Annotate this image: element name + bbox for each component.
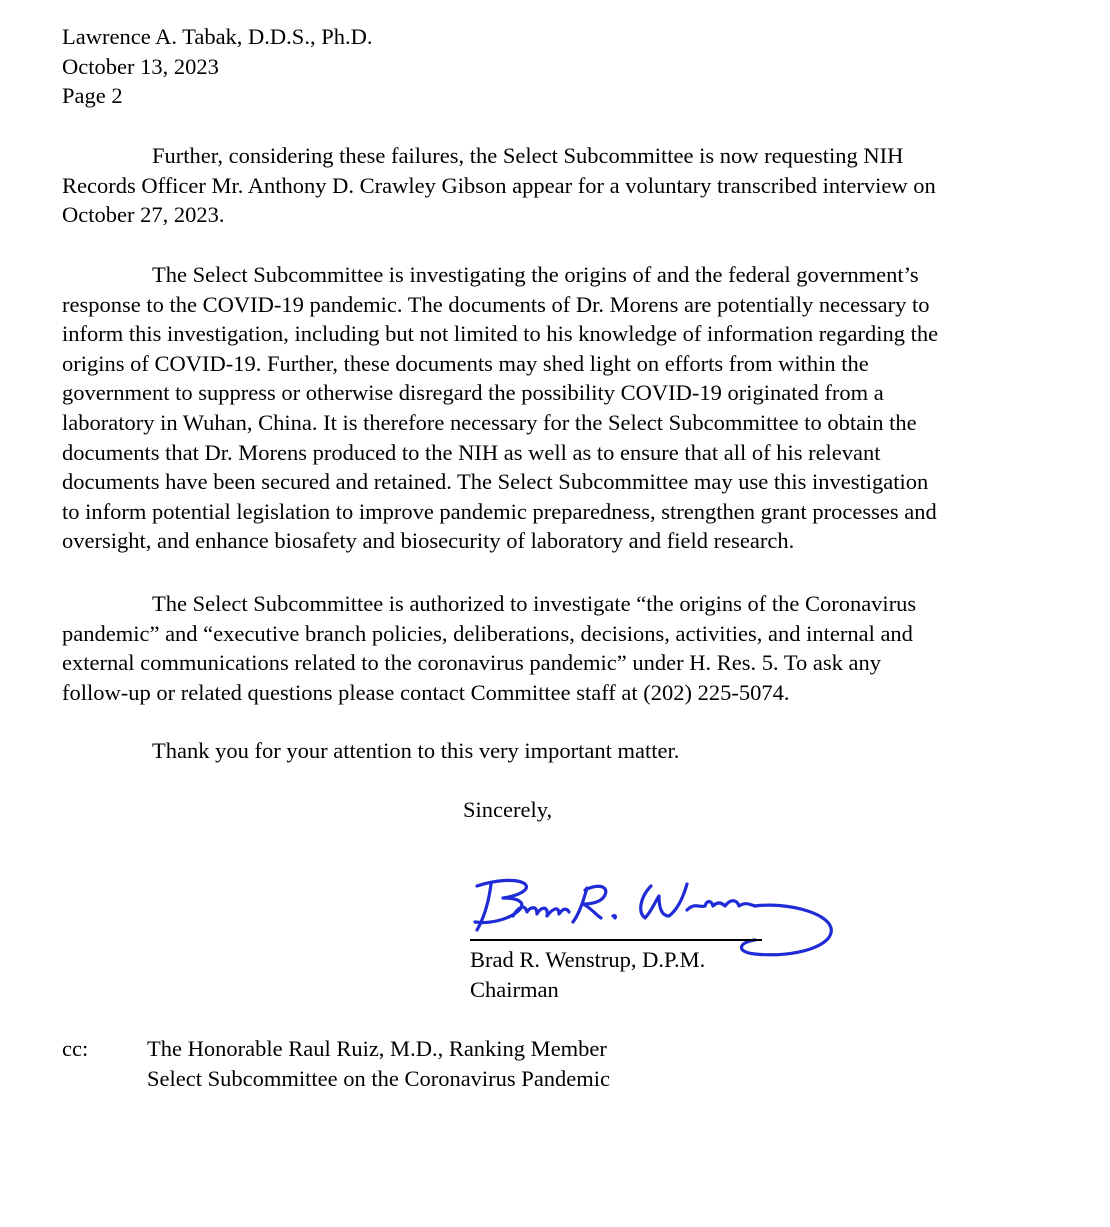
text-line: The Select Subcommittee is investigating the origins of and the federal government’s bbox=[62, 262, 919, 287]
text-line: documents have been secured and retained. The Select Subcommittee may use this investigation bbox=[62, 469, 929, 495]
signer-title: Chairman bbox=[470, 976, 559, 1002]
signature-stroke bbox=[687, 901, 755, 910]
paragraph-thanks bbox=[62, 736, 1072, 766]
text-line: Records Officer Mr. Anthony D. Crawley Gibson appear for a voluntary transcribed interview on bbox=[62, 172, 936, 198]
closing-salutation: Sincerely, bbox=[463, 797, 553, 822]
text-line: inform this investigation, including but not limited to his knowledge of information regarding the bbox=[62, 321, 939, 347]
text-line: oversight, and enhance biosafety and biosecurity of laboratory and field research. bbox=[62, 528, 795, 554]
signature-stroke bbox=[613, 916, 615, 918]
paragraph-interview-request bbox=[62, 141, 1072, 230]
cc-recipient-line: The Honorable Raul Ruiz, M.D., Ranking Member bbox=[147, 1036, 607, 1061]
text-line: Thank you for your attention to this very important matter. bbox=[62, 738, 680, 763]
signature-stroke bbox=[583, 886, 606, 918]
paragraph-investigation-purpose bbox=[62, 260, 1072, 556]
text-line: external communications related to the coronavirus pandemic” under H. Res. 5. To ask any bbox=[62, 650, 882, 676]
signer-name: Brad R. Wenstrup, D.P.M. bbox=[470, 947, 706, 972]
cc-recipients bbox=[147, 1034, 610, 1093]
signature-stroke bbox=[641, 884, 687, 918]
text-line: The Select Subcommittee is authorized to investigate “the origins of the Coronavirus bbox=[62, 591, 917, 616]
cc-label: cc: bbox=[62, 1036, 89, 1061]
page-number: Page 2 bbox=[62, 83, 123, 109]
text-line: laboratory in Wuhan, China. It is therefore necessary for the Select Subcommittee to obtain the bbox=[62, 409, 917, 435]
signature-line bbox=[470, 939, 762, 941]
paragraph-authorization bbox=[62, 589, 1072, 707]
text-line: to inform potential legislation to improve pandemic preparedness, strengthen grant processes and bbox=[62, 498, 937, 524]
cc-recipient-line: Select Subcommittee on the Coronavirus Pandemic bbox=[147, 1065, 611, 1091]
recipient-name: Lawrence A. Tabak, D.D.S., Ph.D. bbox=[62, 24, 373, 49]
text-line: pandemic” and “executive branch policies, deliberations, decisions, activities, and internal and bbox=[62, 620, 913, 646]
text-line: documents that Dr. Morens produced to the NIH as well as to ensure that all of his relevant bbox=[62, 439, 881, 465]
text-line: October 27, 2023. bbox=[62, 202, 225, 228]
signature-stroke bbox=[513, 907, 569, 916]
text-line: origins of COVID-19. Further, these documents may shed light on efforts from within the bbox=[62, 350, 869, 376]
signature-stroke bbox=[741, 905, 831, 955]
text-line: response to the COVID-19 pandemic. The documents of Dr. Morens are potentially necessary to bbox=[62, 291, 930, 317]
letter-header bbox=[62, 22, 662, 111]
letter-date: October 13, 2023 bbox=[62, 53, 219, 79]
text-line: follow-up or related questions please contact Committee staff at (202) 225-5074. bbox=[62, 679, 790, 705]
signer-block bbox=[470, 945, 705, 1004]
text-line: government to suppress or otherwise disregard the possibility COVID-19 originated from a bbox=[62, 380, 884, 406]
text-line: Further, considering these failures, the Select Subcommittee is now requesting NIH bbox=[62, 143, 904, 168]
